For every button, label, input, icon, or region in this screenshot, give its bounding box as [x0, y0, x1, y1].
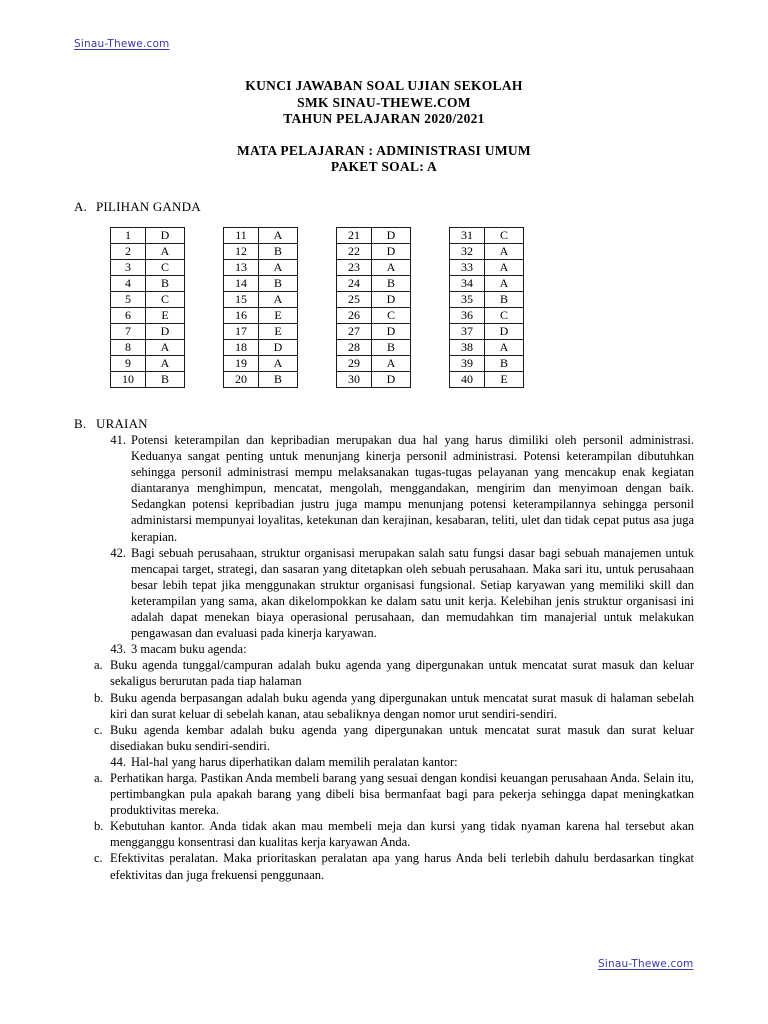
answer-letter-cell: C — [485, 308, 524, 324]
answer-letter-cell: A — [259, 292, 298, 308]
table-row — [450, 356, 524, 372]
question-number-cell: 11 — [224, 228, 259, 244]
list-item-letter: a. — [94, 770, 103, 785]
essay-item-41 — [74, 432, 694, 545]
table-row — [111, 276, 185, 292]
table-row — [450, 260, 524, 276]
table-row — [224, 228, 298, 244]
table-row — [111, 324, 185, 340]
section-a-letter: A. — [74, 199, 88, 214]
answer-letter-cell: A — [485, 276, 524, 292]
list-item-text: Buku agenda berpasangan adalah buku agenda yang dipergunakan untuk mencatat surat masuk di halaman sebelah kiri dan surat keluar di sebelah kanan, atau sebaliknya dengan nomor urut sendiri-sendiri. — [110, 690, 694, 721]
answer-letter-cell: D — [146, 324, 185, 340]
list-item — [94, 690, 694, 722]
answer-letter-cell: A — [372, 260, 411, 276]
answer-letter-cell: B — [485, 356, 524, 372]
question-number-cell: 20 — [224, 372, 259, 388]
list-item — [94, 722, 694, 754]
header-spacer — [0, 128, 768, 143]
essay-item-44 — [74, 754, 694, 770]
list-item-letter: c. — [94, 851, 103, 866]
section-a-heading — [74, 199, 201, 215]
question-number-cell: 23 — [337, 260, 372, 276]
question-number-cell: 26 — [337, 308, 372, 324]
section-b-letter: B. — [74, 416, 87, 431]
section-a-title: PILIHAN GANDA — [96, 199, 201, 214]
question-number-cell: 25 — [337, 292, 372, 308]
answer-key-table — [449, 227, 524, 388]
table-row — [111, 292, 185, 308]
answer-letter-cell: C — [372, 308, 411, 324]
answer-letter-cell: D — [372, 372, 411, 388]
essay-number-43: 43. — [110, 642, 126, 657]
section-b-title: URAIAN — [96, 416, 148, 431]
table-row — [450, 308, 524, 324]
question-number-cell: 27 — [337, 324, 372, 340]
question-number-cell: 39 — [450, 356, 485, 372]
header-line-2: SMK SINAU-THEWE.COM — [297, 94, 471, 110]
answer-letter-cell: C — [146, 292, 185, 308]
question-number-cell: 8 — [111, 340, 146, 356]
header-line-3: TAHUN PELAJARAN 2020/2021 — [283, 111, 485, 126]
table-row — [337, 244, 411, 260]
table-row — [224, 356, 298, 372]
answer-letter-cell: A — [259, 228, 298, 244]
list-item-text: Kebutuhan kantor. Anda tidak akan mau membeli meja dan kursi yang tidak nyaman karena hal tersebut akan mengganggu konsentrasi dan kualitas kerja karyawan Anda. — [110, 819, 694, 850]
question-number-cell: 7 — [111, 324, 146, 340]
list-item-text: Buku agenda tunggal/campuran adalah buku agenda yang dipergunakan untuk mencatat surat masuk dan keluar sekaligus berurutan pada tiap halaman — [110, 658, 694, 689]
table-row — [450, 228, 524, 244]
question-number-cell: 4 — [111, 276, 146, 292]
answer-letter-cell: E — [259, 324, 298, 340]
answer-letter-cell: C — [485, 228, 524, 244]
question-number-cell: 33 — [450, 260, 485, 276]
answer-letter-cell: D — [372, 292, 411, 308]
table-row — [111, 228, 185, 244]
essay-item-42 — [74, 545, 694, 642]
answer-letter-cell: E — [485, 372, 524, 388]
list-item-text: Buku agenda kembar adalah buku agenda yang dipergunakan untuk mencatat surat masuk dan surat keluar disediakan buku sendiri-sendiri. — [110, 722, 694, 753]
answer-letter-cell: A — [146, 340, 185, 356]
answer-letter-cell: B — [259, 244, 298, 260]
table-row — [111, 340, 185, 356]
question-number-cell: 30 — [337, 372, 372, 388]
table-row — [337, 292, 411, 308]
answer-letter-cell: B — [146, 276, 185, 292]
table-row — [450, 340, 524, 356]
question-number-cell: 34 — [450, 276, 485, 292]
question-number-cell: 17 — [224, 324, 259, 340]
question-number-cell: 38 — [450, 340, 485, 356]
question-number-cell: 13 — [224, 260, 259, 276]
question-number-cell: 6 — [111, 308, 146, 324]
question-number-cell: 2 — [111, 244, 146, 260]
answer-letter-cell: B — [372, 276, 411, 292]
essay-answers — [74, 432, 694, 883]
essay-item-43 — [74, 641, 694, 657]
answer-letter-cell: A — [259, 260, 298, 276]
table-row — [224, 292, 298, 308]
answer-key-tables — [110, 227, 524, 388]
answer-letter-cell: A — [372, 356, 411, 372]
question-number-cell: 22 — [337, 244, 372, 260]
answer-letter-cell: D — [485, 324, 524, 340]
list-item-letter: c. — [94, 722, 103, 737]
question-number-cell: 5 — [111, 292, 146, 308]
list-item — [94, 657, 694, 689]
table-row — [111, 356, 185, 372]
answer-letter-cell: B — [259, 276, 298, 292]
table-row — [111, 260, 185, 276]
list-item-letter: b. — [94, 819, 104, 834]
answer-letter-cell: D — [372, 324, 411, 340]
table-row — [111, 308, 185, 324]
answer-letter-cell: A — [485, 340, 524, 356]
table-row — [337, 228, 411, 244]
answer-letter-cell: B — [146, 372, 185, 388]
table-row — [450, 372, 524, 388]
table-row — [450, 292, 524, 308]
table-row — [224, 244, 298, 260]
question-number-cell: 16 — [224, 308, 259, 324]
question-number-cell: 14 — [224, 276, 259, 292]
table-row — [450, 244, 524, 260]
essay-text-43: 3 macam buku agenda: — [131, 642, 247, 657]
answer-key-table — [110, 227, 185, 388]
essay-number-44: 44. — [110, 754, 126, 769]
table-row — [337, 276, 411, 292]
watermark-top[interactable]: Sinau-Thewe.com — [74, 38, 170, 50]
table-row — [224, 324, 298, 340]
table-row — [224, 308, 298, 324]
question-number-cell: 1 — [111, 228, 146, 244]
answer-letter-cell: E — [146, 308, 185, 324]
table-row — [337, 356, 411, 372]
question-number-cell: 36 — [450, 308, 485, 324]
question-number-cell: 35 — [450, 292, 485, 308]
document-header — [0, 78, 768, 176]
question-number-cell: 21 — [337, 228, 372, 244]
header-subject: MATA PELAJARAN : ADMINISTRASI UMUM — [237, 142, 531, 158]
list-item-text: Efektivitas peralatan. Maka prioritaskan peralatan apa yang harus Anda beli terlebih dahulu berdasarkan tingkat efektivitas dan juga frekuensi penggunaan. — [110, 851, 694, 882]
question-number-cell: 9 — [111, 356, 146, 372]
watermark-bottom[interactable]: Sinau-Thewe.com — [598, 958, 694, 970]
table-row — [450, 324, 524, 340]
answer-letter-cell: D — [146, 228, 185, 244]
table-row — [224, 276, 298, 292]
answer-letter-cell: A — [259, 356, 298, 372]
essay-sublist-43 — [74, 657, 694, 754]
table-row — [337, 260, 411, 276]
question-number-cell: 28 — [337, 340, 372, 356]
answer-letter-cell: B — [259, 372, 298, 388]
essay-text-42: Bagi sebuah perusahaan, struktur organisasi merupakan salah satu fungsi dasar bagi sebuah manajemen untuk mencapai target, strategi, dan sasaran yang ditetapkan oleh sebuah perusahaan. Maka sari itu, untuk perusahaan besar lebih tepat jika menggunakan struktur organisasi fungsional. Setiap karyawan yang memiliki skill dan keterampilan yang sama, akan dikelompokkan ke dalam satu unit kerja. Kelebihan jenis struktur organisasi ini adalah dapat menekan biaya operasional perusahaan, dan memudahkan tim manajerial untuk melakukan pengawasan dan evaluasi pada kinerja karyawan. — [131, 545, 694, 641]
question-number-cell: 37 — [450, 324, 485, 340]
question-number-cell: 31 — [450, 228, 485, 244]
table-row — [337, 324, 411, 340]
list-item-letter: b. — [94, 690, 104, 705]
question-number-cell: 15 — [224, 292, 259, 308]
table-row — [224, 372, 298, 388]
table-row — [224, 260, 298, 276]
answer-letter-cell: A — [146, 356, 185, 372]
question-number-cell: 12 — [224, 244, 259, 260]
answer-key-table — [336, 227, 411, 388]
answer-letter-cell: A — [146, 244, 185, 260]
list-item — [94, 818, 694, 850]
essay-number-41: 41. — [110, 433, 126, 447]
header-line-1: KUNCI JAWABAN SOAL UJIAN SEKOLAH — [245, 78, 523, 93]
answer-letter-cell: A — [485, 244, 524, 260]
list-item — [94, 770, 694, 818]
table-row — [337, 340, 411, 356]
list-item-letter: a. — [94, 658, 103, 673]
answer-letter-cell: C — [146, 260, 185, 276]
answer-letter-cell: A — [485, 260, 524, 276]
table-row — [111, 372, 185, 388]
answer-letter-cell: E — [259, 308, 298, 324]
question-number-cell: 19 — [224, 356, 259, 372]
section-b-heading — [74, 416, 148, 432]
table-row — [111, 244, 185, 260]
answer-letter-cell: B — [485, 292, 524, 308]
essay-text-41: Potensi keterampilan dan kepribadian merupakan dua hal yang harus dimiliki oleh personil administrasi. Keduanya sangat penting untuk menunjang kinerja personil administrasi. Potensi keterampilan dibutuhkan sehingga personil administrasi mempu melaksanakan tugas-tugas pelayanan yang mencakup enak kegiatan diantaranya menghimpun, mencatat, mengolah, menggandakan, mengirim dan menyimoan dengan baik. Sedangkan potensi kepribadian justru juga mampu menunjang potensi keterampilannya sehingga personil administarsi mempunyai loyalitas, ketekunan dan kerajinan, kesabaran, teliti, ulet dan tidak cepat putus asa juga kerapian. — [131, 433, 694, 544]
answer-letter-cell: D — [372, 244, 411, 260]
list-item — [94, 850, 694, 882]
answer-letter-cell: D — [259, 340, 298, 356]
question-number-cell: 3 — [111, 260, 146, 276]
essay-text-44: Hal-hal yang harus diperhatikan dalam memilih peralatan kantor: — [131, 754, 458, 769]
question-number-cell: 29 — [337, 356, 372, 372]
essay-number-42: 42. — [110, 545, 126, 560]
question-number-cell: 32 — [450, 244, 485, 260]
list-item-text: Perhatikan harga. Pastikan Anda membeli barang yang sesuai dengan kondisi keuangan perusahaan Anda. Selain itu, pertimbangkan pula apakah barang yang dibeli bisa bermanfaat bagi para pekerja sehingga dapat meningkatkan produktivitas mereka. — [110, 770, 694, 818]
question-number-cell: 18 — [224, 340, 259, 356]
table-row — [224, 340, 298, 356]
table-row — [337, 308, 411, 324]
question-number-cell: 40 — [450, 372, 485, 388]
table-row — [450, 276, 524, 292]
question-number-cell: 24 — [337, 276, 372, 292]
answer-key-table — [223, 227, 298, 388]
answer-letter-cell: D — [372, 228, 411, 244]
answer-letter-cell: B — [372, 340, 411, 356]
question-number-cell: 10 — [111, 372, 146, 388]
essay-sublist-44 — [74, 770, 694, 883]
header-packet: PAKET SOAL: A — [330, 159, 438, 174]
table-row — [337, 372, 411, 388]
